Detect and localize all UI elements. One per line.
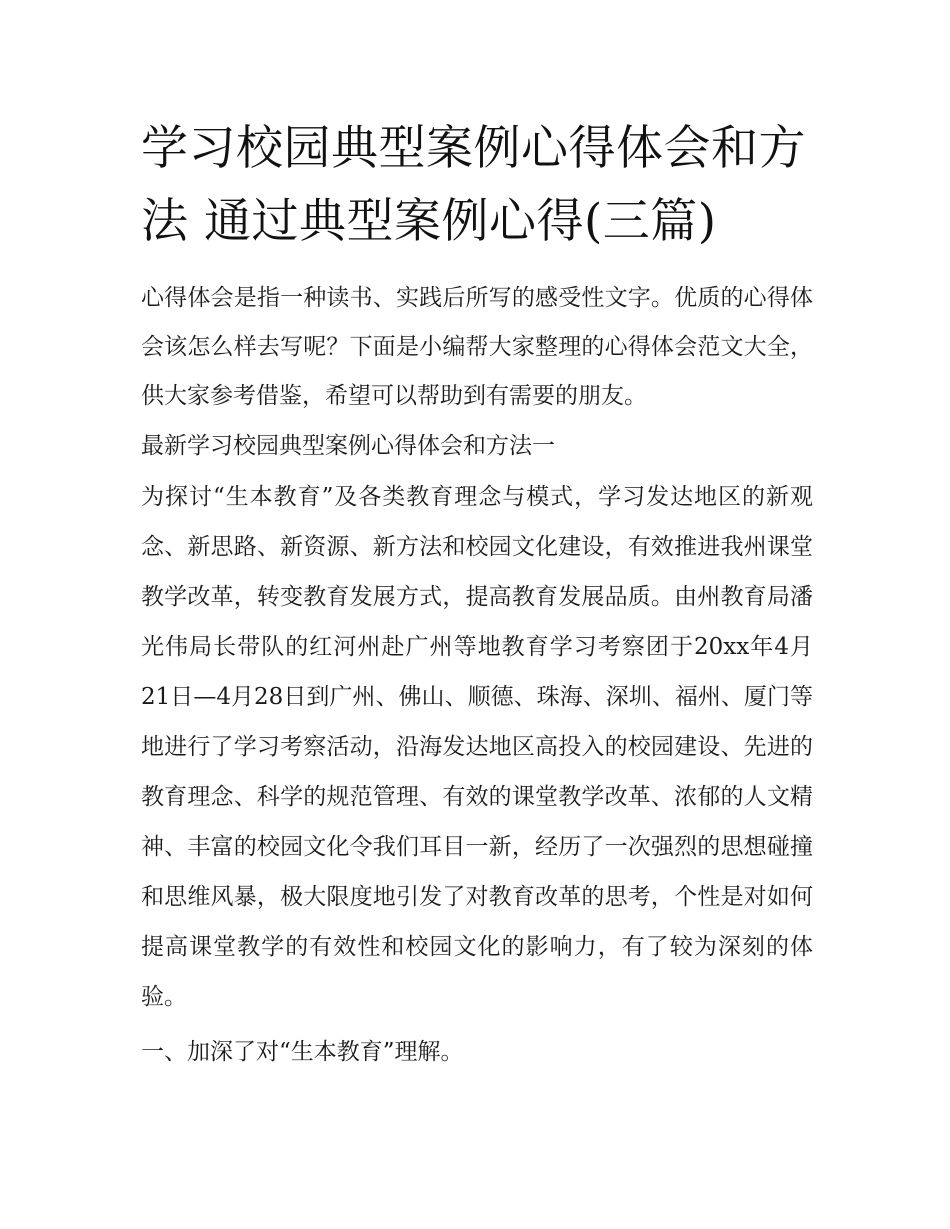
- document-title: 学习校园典型案例心得体会和方法 通过典型案例心得(三篇): [141, 121, 806, 249]
- article-subheading: 最新学习校园典型案例心得体会和方法一: [141, 433, 555, 459]
- intro-paragraph: 心得体会是指一种读书、实践后所写的感受性文字。优质的心得体会该怎么样去写呢？下面是小编帮大家整理的心得体会范文大全，供大家参考借鉴，希望可以帮助到有需要的朋友。: [141, 285, 813, 409]
- section-heading: 一、加深了对“生本教育”理解。: [141, 1039, 464, 1065]
- document-page: [141, 112, 813, 1077]
- body-paragraph: 为探讨“生本教育”及各类教育理念与模式，学习发达地区的新观念、新思路、新资源、新方法和校园文化建设，有效推进我州课堂教学改革，转变教育发展方式，提高教育发展品质。由州教育局潘光伟局长带队的红河州赴广州等地教育学习考察团于20xx年4月21日—4月28日到广州、佛山、顺德、珠海、深圳、福州、厦门等地进行了学习考察活动，沿海发达地区高投入的校园建设、先进的教育理念、科学的规范管理、有效的课堂教学改革、浓郁的人文精神、丰富的校园文化令我们耳目一新，经历了一次强烈的思想碰撞和思维风暴，极大限度地引发了对教育改革的思考，个性是对如何提高课堂教学的有效性和校园文化的影响力，有了较为深刻的体验。: [141, 484, 813, 1010]
